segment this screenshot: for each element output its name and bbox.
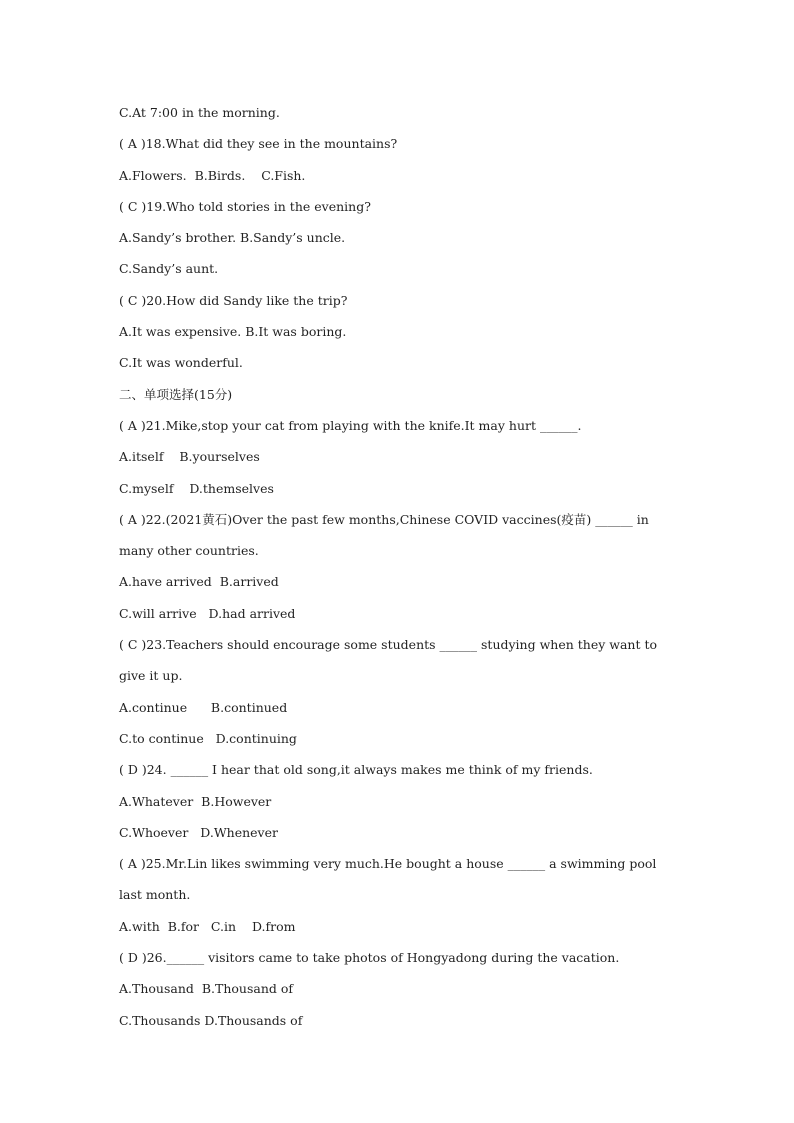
text-line: A.It was expensive. B.It was boring. [119, 324, 347, 340]
text-line: A.Sandy’s brother. B.Sandy’s uncle. [119, 230, 346, 246]
text-line: A.with B.for C.in D.from [119, 918, 296, 934]
text-line: ( A )22.(2021黄石)Over the past few months,Chinese COVID vaccines(疫苗) ______ in [119, 511, 649, 527]
text-line: A.itself B.yourselves [119, 449, 260, 465]
text-line: C.to continue D.continuing [119, 730, 297, 746]
text-line: C.Thousands D.Thousands of [119, 1012, 303, 1028]
text-line: ( C )20.How did Sandy like the trip? [119, 292, 348, 308]
text-line: ( D )24. ______ I hear that old song,it always makes me think of my friends. [119, 762, 593, 778]
text-line: C.Sandy’s aunt. [119, 261, 219, 277]
text-line: A.Whatever B.However [119, 793, 272, 809]
text-line: ( D )26.______ visitors came to take photos of Hongyadong during the vacation. [119, 950, 620, 966]
section-heading: 二、单项选择(15分) [119, 386, 233, 402]
text-line: C.myself D.themselves [119, 480, 274, 496]
text-line: many other countries. [119, 543, 259, 559]
text-line: A.have arrived B.arrived [119, 574, 279, 590]
text-line: give it up. [119, 668, 183, 684]
text-line: ( C )23.Teachers should encourage some students ______ studying when they want to [119, 637, 658, 653]
text-line: A.continue B.continued [119, 699, 288, 715]
text-line: C.It was wonderful. [119, 355, 243, 371]
text-line: C.At 7:00 in the morning. [119, 105, 280, 120]
question-text-block [119, 102, 679, 1041]
text-line: ( A )18.What did they see in the mountains? [119, 136, 398, 152]
text-line: C.Whoever D.Whenever [119, 824, 278, 840]
text-line: ( A )21.Mike,stop your cat from playing with the knife.It may hurt ______. [119, 417, 582, 433]
text-line: C.will arrive D.had arrived [119, 605, 296, 621]
text-line: last month. [119, 887, 191, 903]
text-line: A.Thousand B.Thousand of [119, 981, 293, 997]
text-line: ( C )19.Who told stories in the evening? [119, 198, 371, 214]
text-line: A.Flowers. B.Birds. C.Fish. [119, 167, 306, 183]
text-line: ( A )25.Mr.Lin likes swimming very much.He bought a house ______ a swimming pool [119, 856, 657, 872]
